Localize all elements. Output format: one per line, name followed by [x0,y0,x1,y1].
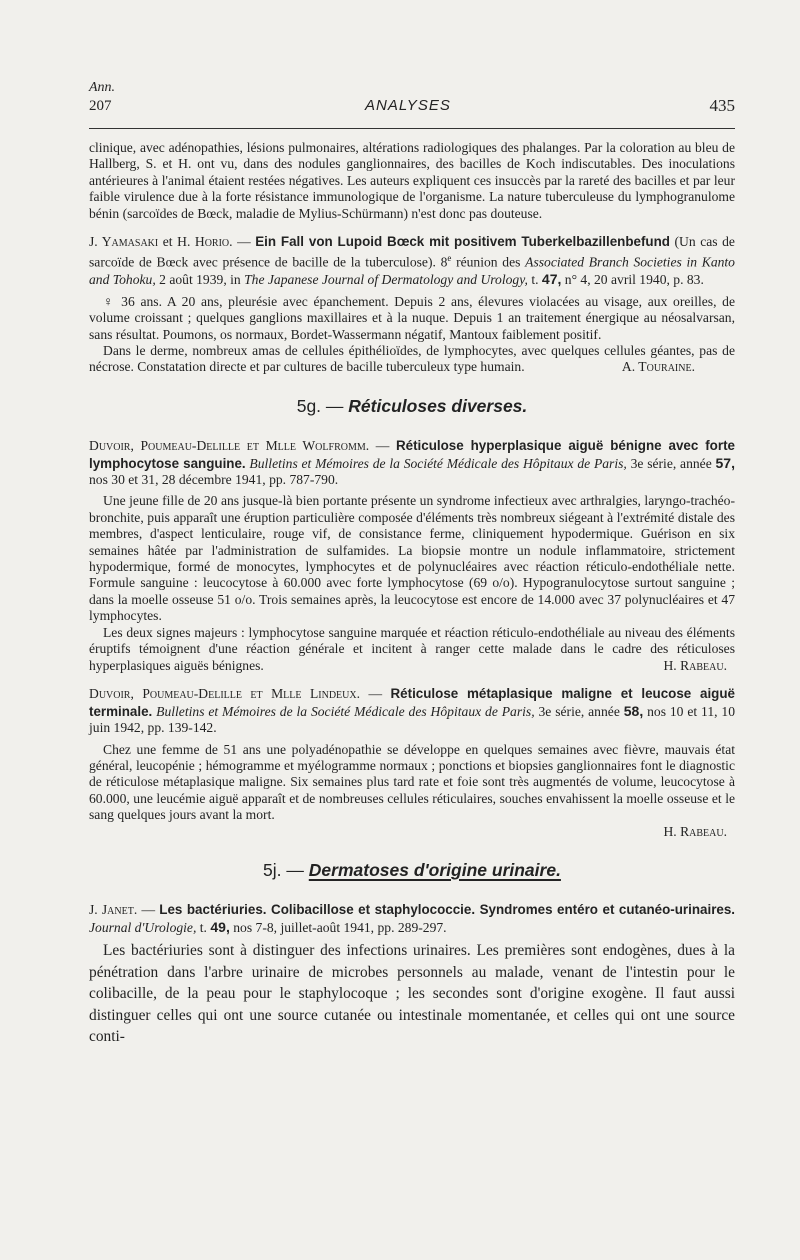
reference: 2 août 1939, in [159,272,241,288]
header-rule [89,128,735,129]
entry-duvoir-wolfromm-citation [89,438,735,488]
entry-yamasaki-body-2 [89,343,735,376]
conjunction: et [162,234,173,250]
reference: nos 10 et 11, 10 juin 1942, pp. 139-142. [89,703,736,736]
reference: n° 4, 20 avril 1940, p. 83. [564,272,704,288]
volume: 47, [541,271,562,288]
journal-name: Bulletins et Mémoires de la Société Médicale des Hôpitaux de Paris, [249,455,627,471]
dash: — [375,438,390,454]
entry-yamasaki [89,234,735,376]
author: J. Yamasaki [89,234,159,250]
section-heading-reticuloses [89,395,735,416]
section-label: 5g. — [296,395,344,416]
article-title: Les bactériuries. Colibacillose et staphylococcie. Syndromes entéro et cutanéo-urinaires. [159,902,736,918]
header-ann: Ann. [89,80,116,95]
volume-prefix: t. [531,272,539,288]
volume-prefix: t. [199,919,207,935]
entry-yamasaki-body-1: ♀ 36 ans. A 20 ans, pleurésie avec épanchement. Depuis 2 ans, élevures violacées au visage, aux oreilles, de volume croissant ; quelques ganglions maxillaires et à la nuque. Depuis 1 an traitement énergique au néosalvarsan, sans résultat. Poumons, os normaux, Bordet-Wassermann négatif, Mantoux faiblement positif. [89,293,735,342]
reviewer-signature: A. Touraine. [621,359,695,375]
translation: (Un cas de sarcoïde de Bœck avec présence de bacille de la tuberculose). 8 [89,234,735,270]
entry-yamasaki-citation [89,234,735,289]
section-title: Réticuloses diverses. [348,395,528,416]
authors: Duvoir, Poumeau-Delille et Mlle Lindeux. [89,686,360,702]
reference: nos 7-8, juillet-août 1941, pp. 289-297. [233,919,447,935]
volume: 58, [623,702,644,719]
article-title: Réticulose hyperplasique aiguë bénigne avec forte lymphocytose sanguine. [89,438,735,471]
superscript: e [447,253,452,264]
entry-duvoir-lindeux-body: Chez une femme de 51 ans une polyadénopathie se développe en quelques semaines avec fièvre, mauvais état général, leucopénie ; hémogramme et myélogramme normaux ; ponctions et biopsies ganglionnaires font le diagnostic de réticulose métaplasique maligne. Six semaines plus tard rate et foie sont très augmentés de volume, leucocytose à 60.000, une leucémie aiguë apparaît et de nombreuses cellules réticulaires, souches envahissent la moelle osseuse et le sang quelques jours avant la mort. [89,741,735,823]
authors: Duvoir, Poumeau-Delille et Mlle Wolfromm. [89,438,370,454]
reference: réunion des [456,254,521,270]
author: H. Horio. [177,234,233,250]
reviewer-signature: H. Rabeau. [663,823,727,839]
journal-name: Journal d'Urologie, [89,919,197,935]
article-title: Ein Fall von Lupoid Bœck mit positivem Tuberkelbazillenbefund [255,234,670,250]
volume: 57, [715,454,735,471]
reference: 3e série, année [630,455,712,471]
body-text: Dans le derme, nombreux amas de cellules épithélioïdes, de lymphocytes, avec quelques cellules géantes, pas de nécrose. Constatation directe et par cultures de bacille tuberculeux type humain. [89,343,735,375]
header-ann-number: 207 [89,98,112,114]
article-title: Réticulose métaplasique maligne et leucose aiguë terminale. [89,686,735,719]
journal-name: Associated Branch Societies in Kanto and Tohoku, [89,254,735,288]
entry-duvoir-wolfromm-body-1: Une jeune fille de 20 ans jusque-là bien portante présente un syndrome infectieux avec arthralgies, laryngo-trachéo-bronchite, puis apparaît une éruption particulière composée d'éléments très nombreux siégeant à l'extrémité distale des membres, d'aspect lenticulaire, rouge vif, de consistance ferme, cliniquement hypodermique. Guérison en six semaines hâtée par l'administration de sulfamides. La biopsie montre un nodule inflammatoire, strictement hypodermique, formé de monocytes, lymphocytes et de polynucléaires avec réaction réticulo-endothéliale nette. Formule sanguine : leucocytose à 60.000 avec forte lymphocytose (69 o/o). Hypogranulocytose surtout sanguine ; dans la moelle osseuse 51 o/o. Trois semaines après, la leucocytose est encore de 14.000 avec 37 polynucléaires et 47 lymphocytes. [89,493,735,624]
entry-duvoir-lindeux [89,686,735,840]
page-body [89,140,735,1048]
author: J. Janet. [89,902,138,918]
entry-janet [89,902,735,1047]
reference: nos 30 et 31, 28 décembre 1941, pp. 787-790. [89,472,339,488]
entry-duvoir-wolfromm-body-2: Les deux signes majeurs : lymphocytose sanguine marquée et réaction réticulo-endothéliale au niveau des éléments éruptifs témoignent d'une réaction générale et incitent à ranger cette malade dans le cadre des réticuloses hyperplasiques aiguës bénignes. [89,624,735,673]
dash: — [368,686,383,702]
page-number: 435 [709,96,735,115]
running-title: ANALYSES [365,97,451,114]
journal-name: The Japanese Journal of Dermatology and Urology, [244,272,528,288]
volume: 49, [210,918,230,935]
entry-duvoir-lindeux-citation [89,686,735,736]
intro-paragraph: clinique, avec adénopathies, lésions pulmonaires, altérations radiologiques des phalanges. Par la coloration au bleu de Hallberg, S. et H. ont vu, dans des nodules ganglionnaires, des bacilles de Koch indiscutables. Des inoculations antérieures à l'animal étaient restées négatives. Les auteurs expliquent ces insuccès par la rareté des bacilles et par leur faible virulence due à la forte résistance immunologique de l'organisme. La nature tuberculeuse du lymphogranulome bénin (sarcoïdes de Bœck, maladie de Mylius-Schürmann) n'est donc pas douteuse. [89,140,735,221]
entry-janet-body: Les bactériuries sont à distinguer des infections urinaires. Les premières sont endogènes, dues à la pénétration dans l'arbre urinaire de microbes personnels au malade, venant de l'intestin pour le colibacille, de la peau pour le staphylocoque ; les secondes sont d'origine exogène. Il faut aussi distinguer celles qui ont une source cutanée ou intestinale momentanée, et celles qui ont une source conti- [89,942,735,1046]
journal-name: Bulletins et Mémoires de la Société Médicale des Hôpitaux de Paris, [156,703,535,719]
dash: — [237,234,251,250]
dash: — [141,902,156,918]
entry-duvoir-wolfromm [89,438,735,674]
section-label: 5j. — [263,859,304,880]
entry-janet-citation [89,902,735,936]
section-heading-dermatoses [89,859,735,880]
reference: 3e série, année [538,703,620,719]
section-title: Dermatoses d'origine urinaire. [308,859,561,880]
reviewer-signature: H. Rabeau. [663,657,727,673]
